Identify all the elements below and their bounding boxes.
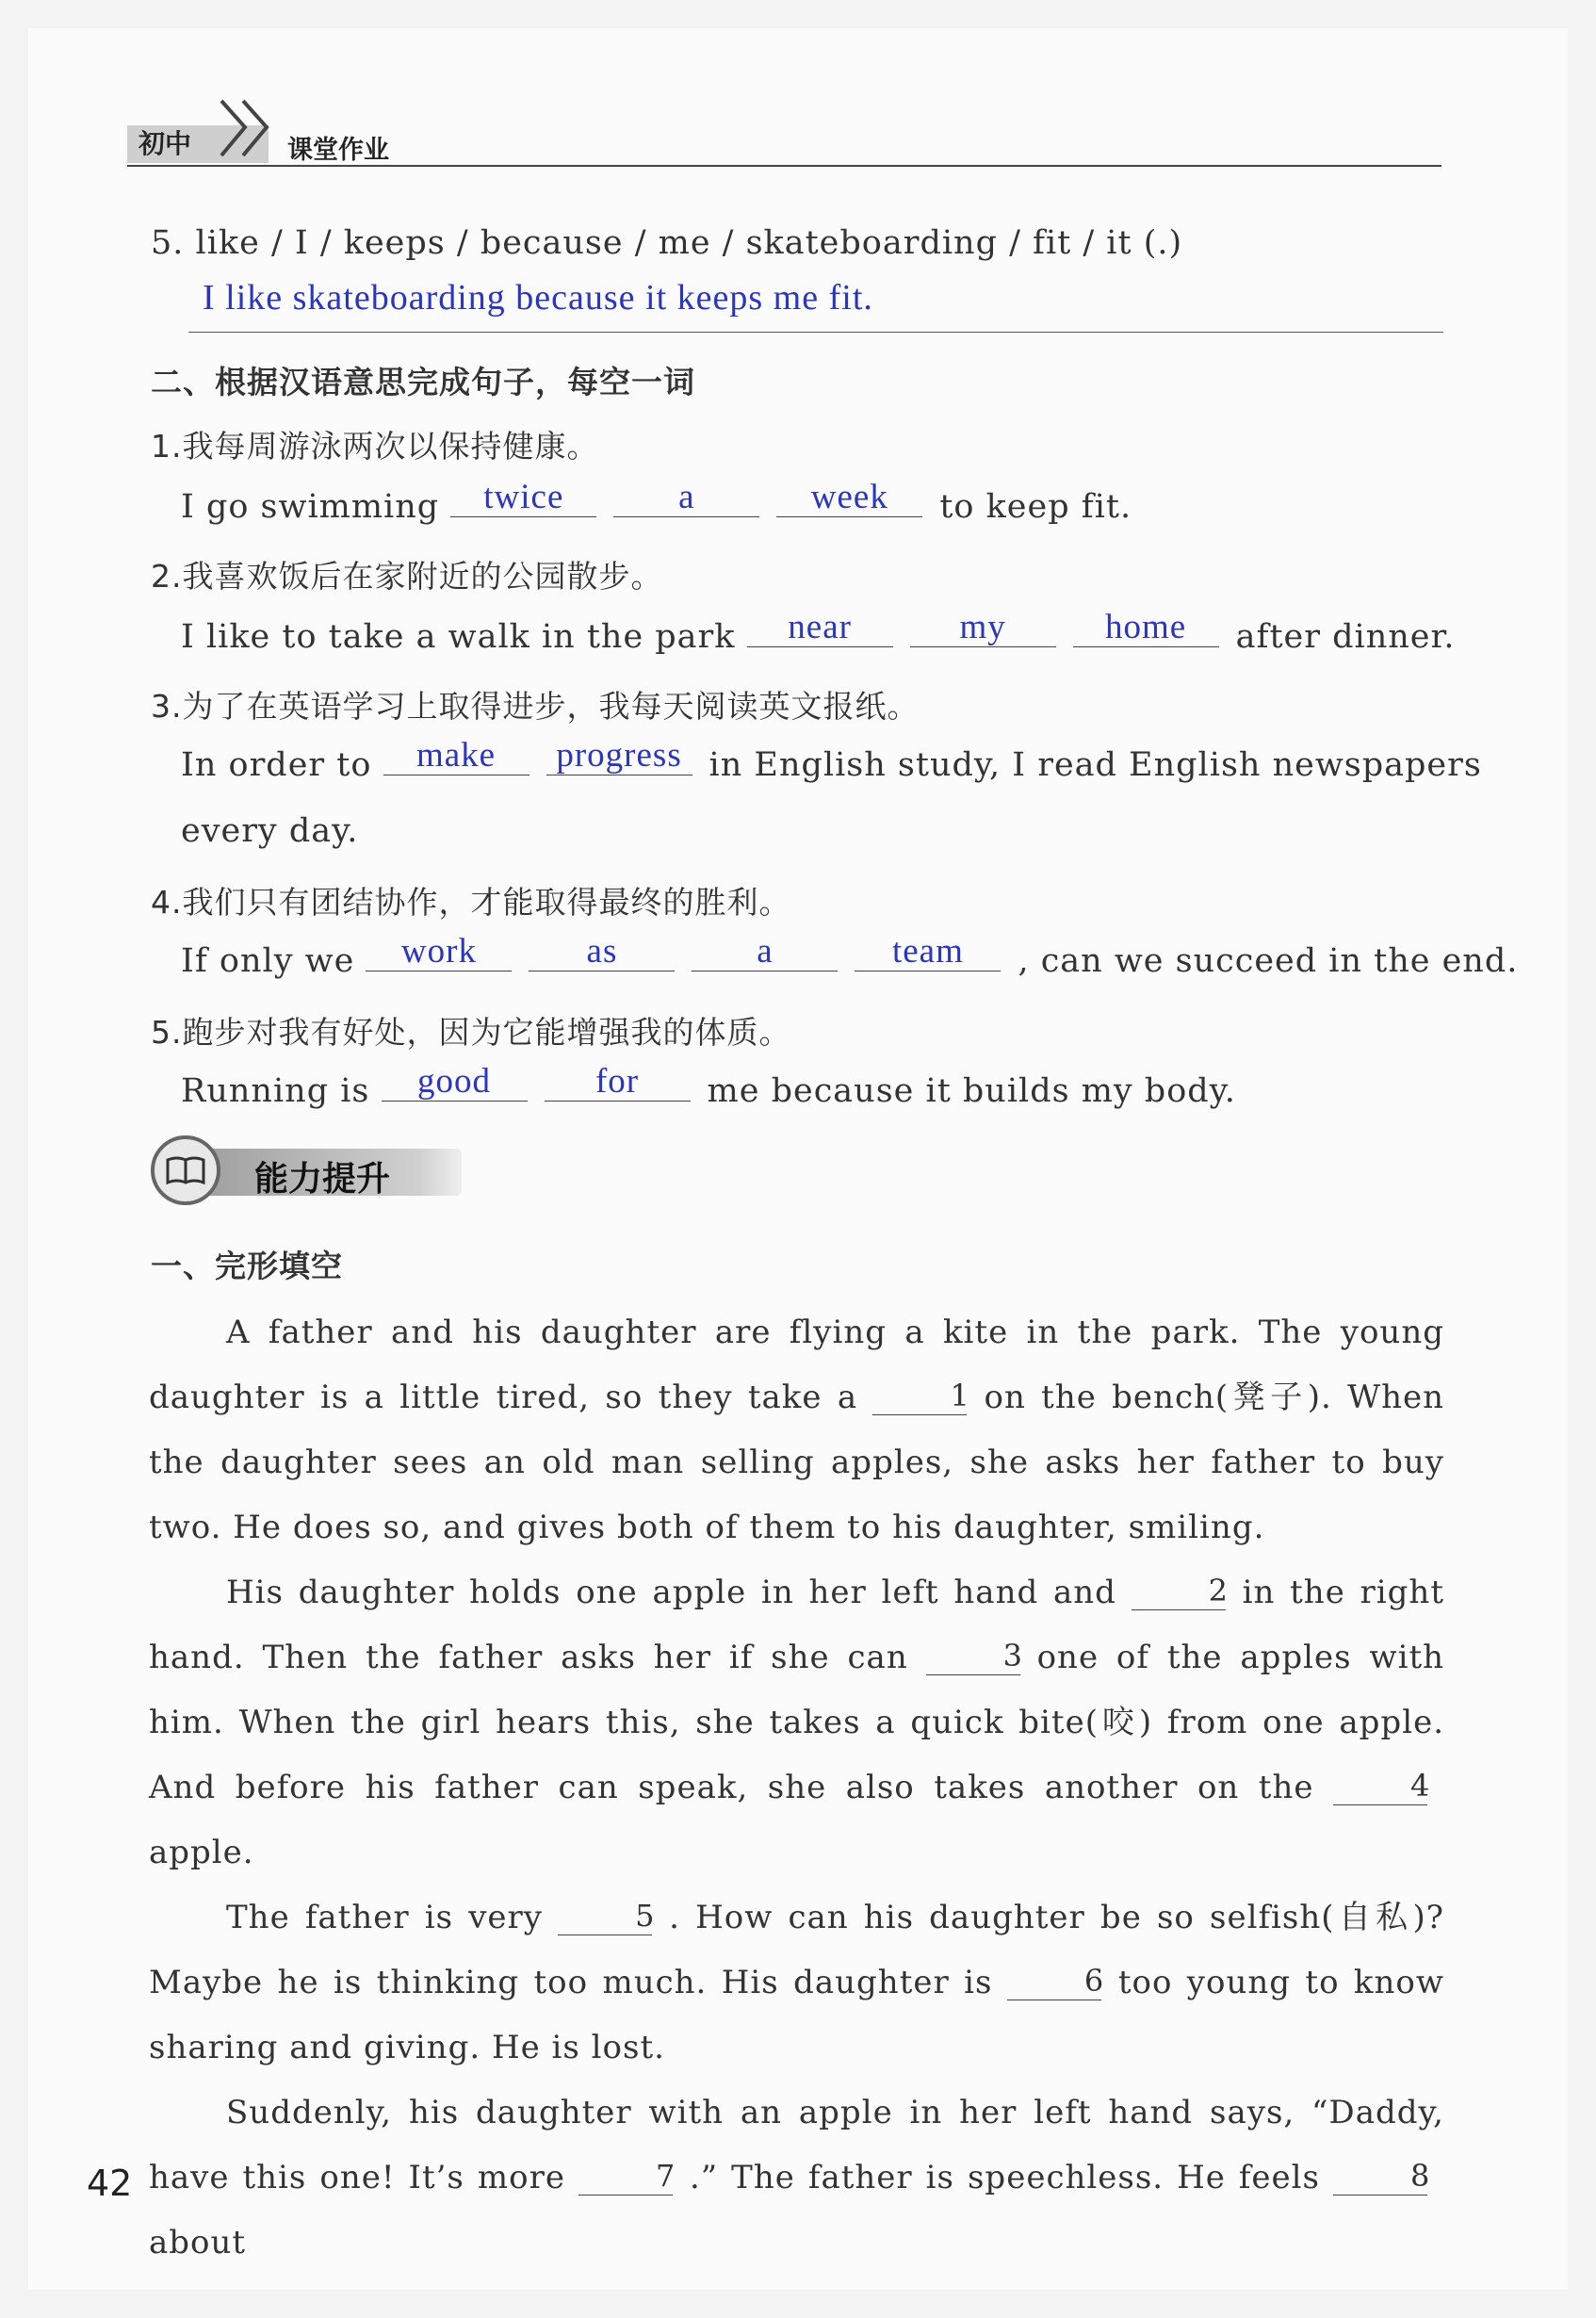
p2-text-b: in the right hand. Then the father asks her if she can bbox=[149, 1574, 1444, 1676]
q1-blank-2: a bbox=[613, 479, 759, 517]
double-chevron-icon bbox=[217, 99, 283, 163]
q3-sentence bbox=[181, 736, 1482, 785]
section2-heading: 二、根据汉语意思完成句子，每空一词 bbox=[151, 364, 695, 400]
q3-before: In order to bbox=[181, 746, 372, 784]
q3-chinese: 3.为了在英语学习上取得进步，我每天阅读英文报纸。 bbox=[151, 688, 920, 725]
cloze-blank-4: 4 bbox=[1333, 1767, 1427, 1805]
p3-text-b: . How can his daughter be so selfish(自私)? Maybe he is thinking too much. His daughter is bbox=[149, 1899, 1444, 2001]
q2-blank-2: my bbox=[910, 609, 1056, 647]
cloze-blank-1: 1 bbox=[872, 1377, 967, 1415]
cloze-paragraph-1 bbox=[149, 1300, 1444, 1560]
q1-before: I go swimming bbox=[181, 488, 440, 526]
q1-after: to keep fit. bbox=[939, 488, 1132, 526]
grade-badge: 初中 bbox=[127, 125, 269, 163]
q3-after: in English study, I read English newspapers bbox=[708, 746, 1482, 784]
q5-blank-1: good bbox=[382, 1063, 528, 1102]
cloze-blank-6: 6 bbox=[1007, 1962, 1101, 2000]
q4-chinese: 4.我们只有团结协作，才能取得最终的胜利。 bbox=[151, 884, 791, 921]
q3-continuation: every day. bbox=[181, 812, 359, 850]
book-badge bbox=[151, 1135, 220, 1205]
q1-chinese: 1.我每周游泳两次以保持健康。 bbox=[151, 428, 599, 465]
q2-after: after dinner. bbox=[1235, 618, 1456, 656]
cloze-blank-2: 2 bbox=[1132, 1572, 1226, 1610]
q4-blank-1: work bbox=[366, 933, 512, 971]
q4-after: , can we succeed in the end. bbox=[1018, 942, 1519, 980]
page-header bbox=[127, 99, 1441, 167]
p3-text-a: The father is very bbox=[226, 1899, 544, 1936]
q5-before: Running is bbox=[181, 1072, 370, 1110]
p2-text-d: apple. bbox=[149, 1834, 254, 1871]
item5-prompt: 5. like / I / keeps / because / me / skateboarding / fit / it (.) bbox=[151, 224, 1183, 262]
page-number: 42 bbox=[87, 2163, 133, 2204]
q4-before: If only we bbox=[181, 942, 355, 980]
q2-chinese: 2.我喜欢饭后在家附近的公园散步。 bbox=[151, 558, 663, 595]
cloze-paragraph-3 bbox=[149, 1885, 1444, 2081]
cloze-heading: 一、完形填空 bbox=[151, 1248, 343, 1284]
q1-blank-3: week bbox=[776, 479, 922, 517]
cloze-paragraph-2 bbox=[149, 1560, 1444, 1885]
p2-text-c: one of the apples with him. When the girl hears this, she takes a quick bite(咬) from one apple. And before his father can speak, she also takes another on the bbox=[149, 1639, 1444, 1806]
p1-text-a: A father and his daughter are flying a kite in the park. The young daughter is a little tired, so they take a bbox=[149, 1314, 1444, 1416]
cloze-blank-3: 3 bbox=[926, 1637, 1020, 1675]
q2-sentence bbox=[181, 608, 1456, 657]
cloze-blank-7: 7 bbox=[578, 2157, 673, 2196]
q4-blank-4: team bbox=[855, 933, 1001, 971]
p4-text-a: Suddenly, his daughter with an apple in her left hand says, “Daddy, have this one! It’s more bbox=[149, 2094, 1444, 2196]
cloze-blank-5: 5 bbox=[558, 1897, 652, 1935]
q4-sentence bbox=[181, 932, 1519, 981]
cloze-blank-8: 8 bbox=[1333, 2157, 1427, 2196]
q2-blank-1: near bbox=[747, 609, 893, 647]
answer-rule bbox=[188, 332, 1443, 333]
p2-text-a: His daughter holds one apple in her left hand and bbox=[226, 1574, 1116, 1611]
q2-blank-3: home bbox=[1073, 609, 1219, 647]
item5-answer: I like skateboarding because it keeps me fit. bbox=[203, 278, 873, 318]
q5-after: me because it builds my body. bbox=[707, 1072, 1236, 1110]
p1-text-b: on the bench(凳子). When the daughter sees an old man selling apples, she asks her father to buy two. He does so, and gives both of them to his daughter, smiling. bbox=[149, 1379, 1444, 1546]
q5-sentence bbox=[181, 1062, 1236, 1111]
q3-blank-1: make bbox=[383, 737, 529, 775]
header-title: 课堂作业 bbox=[287, 136, 389, 165]
q5-blank-2: for bbox=[545, 1063, 691, 1102]
cloze-passage bbox=[149, 1300, 1444, 2276]
q3-blank-2: progress bbox=[546, 737, 692, 775]
q1-sentence bbox=[181, 478, 1132, 527]
q1-blank-1: twice bbox=[450, 479, 596, 517]
q4-blank-3: a bbox=[692, 933, 838, 971]
open-book-icon bbox=[155, 1139, 217, 1201]
p4-text-c: about bbox=[149, 2224, 247, 2261]
cloze-paragraph-4 bbox=[149, 2081, 1444, 2276]
q5-chinese: 5.跑步对我有好处，因为它能增强我的体质。 bbox=[151, 1014, 791, 1051]
p3-text-c: too young to know sharing and giving. He is lost. bbox=[149, 1964, 1445, 2066]
p4-text-b: .” The father is speechless. He feels bbox=[689, 2159, 1320, 2196]
q2-before: I like to take a walk in the park bbox=[181, 618, 736, 656]
ability-banner bbox=[151, 1135, 462, 1207]
q4-blank-2: as bbox=[529, 933, 675, 971]
banner-label: 能力提升 bbox=[254, 1160, 391, 1199]
